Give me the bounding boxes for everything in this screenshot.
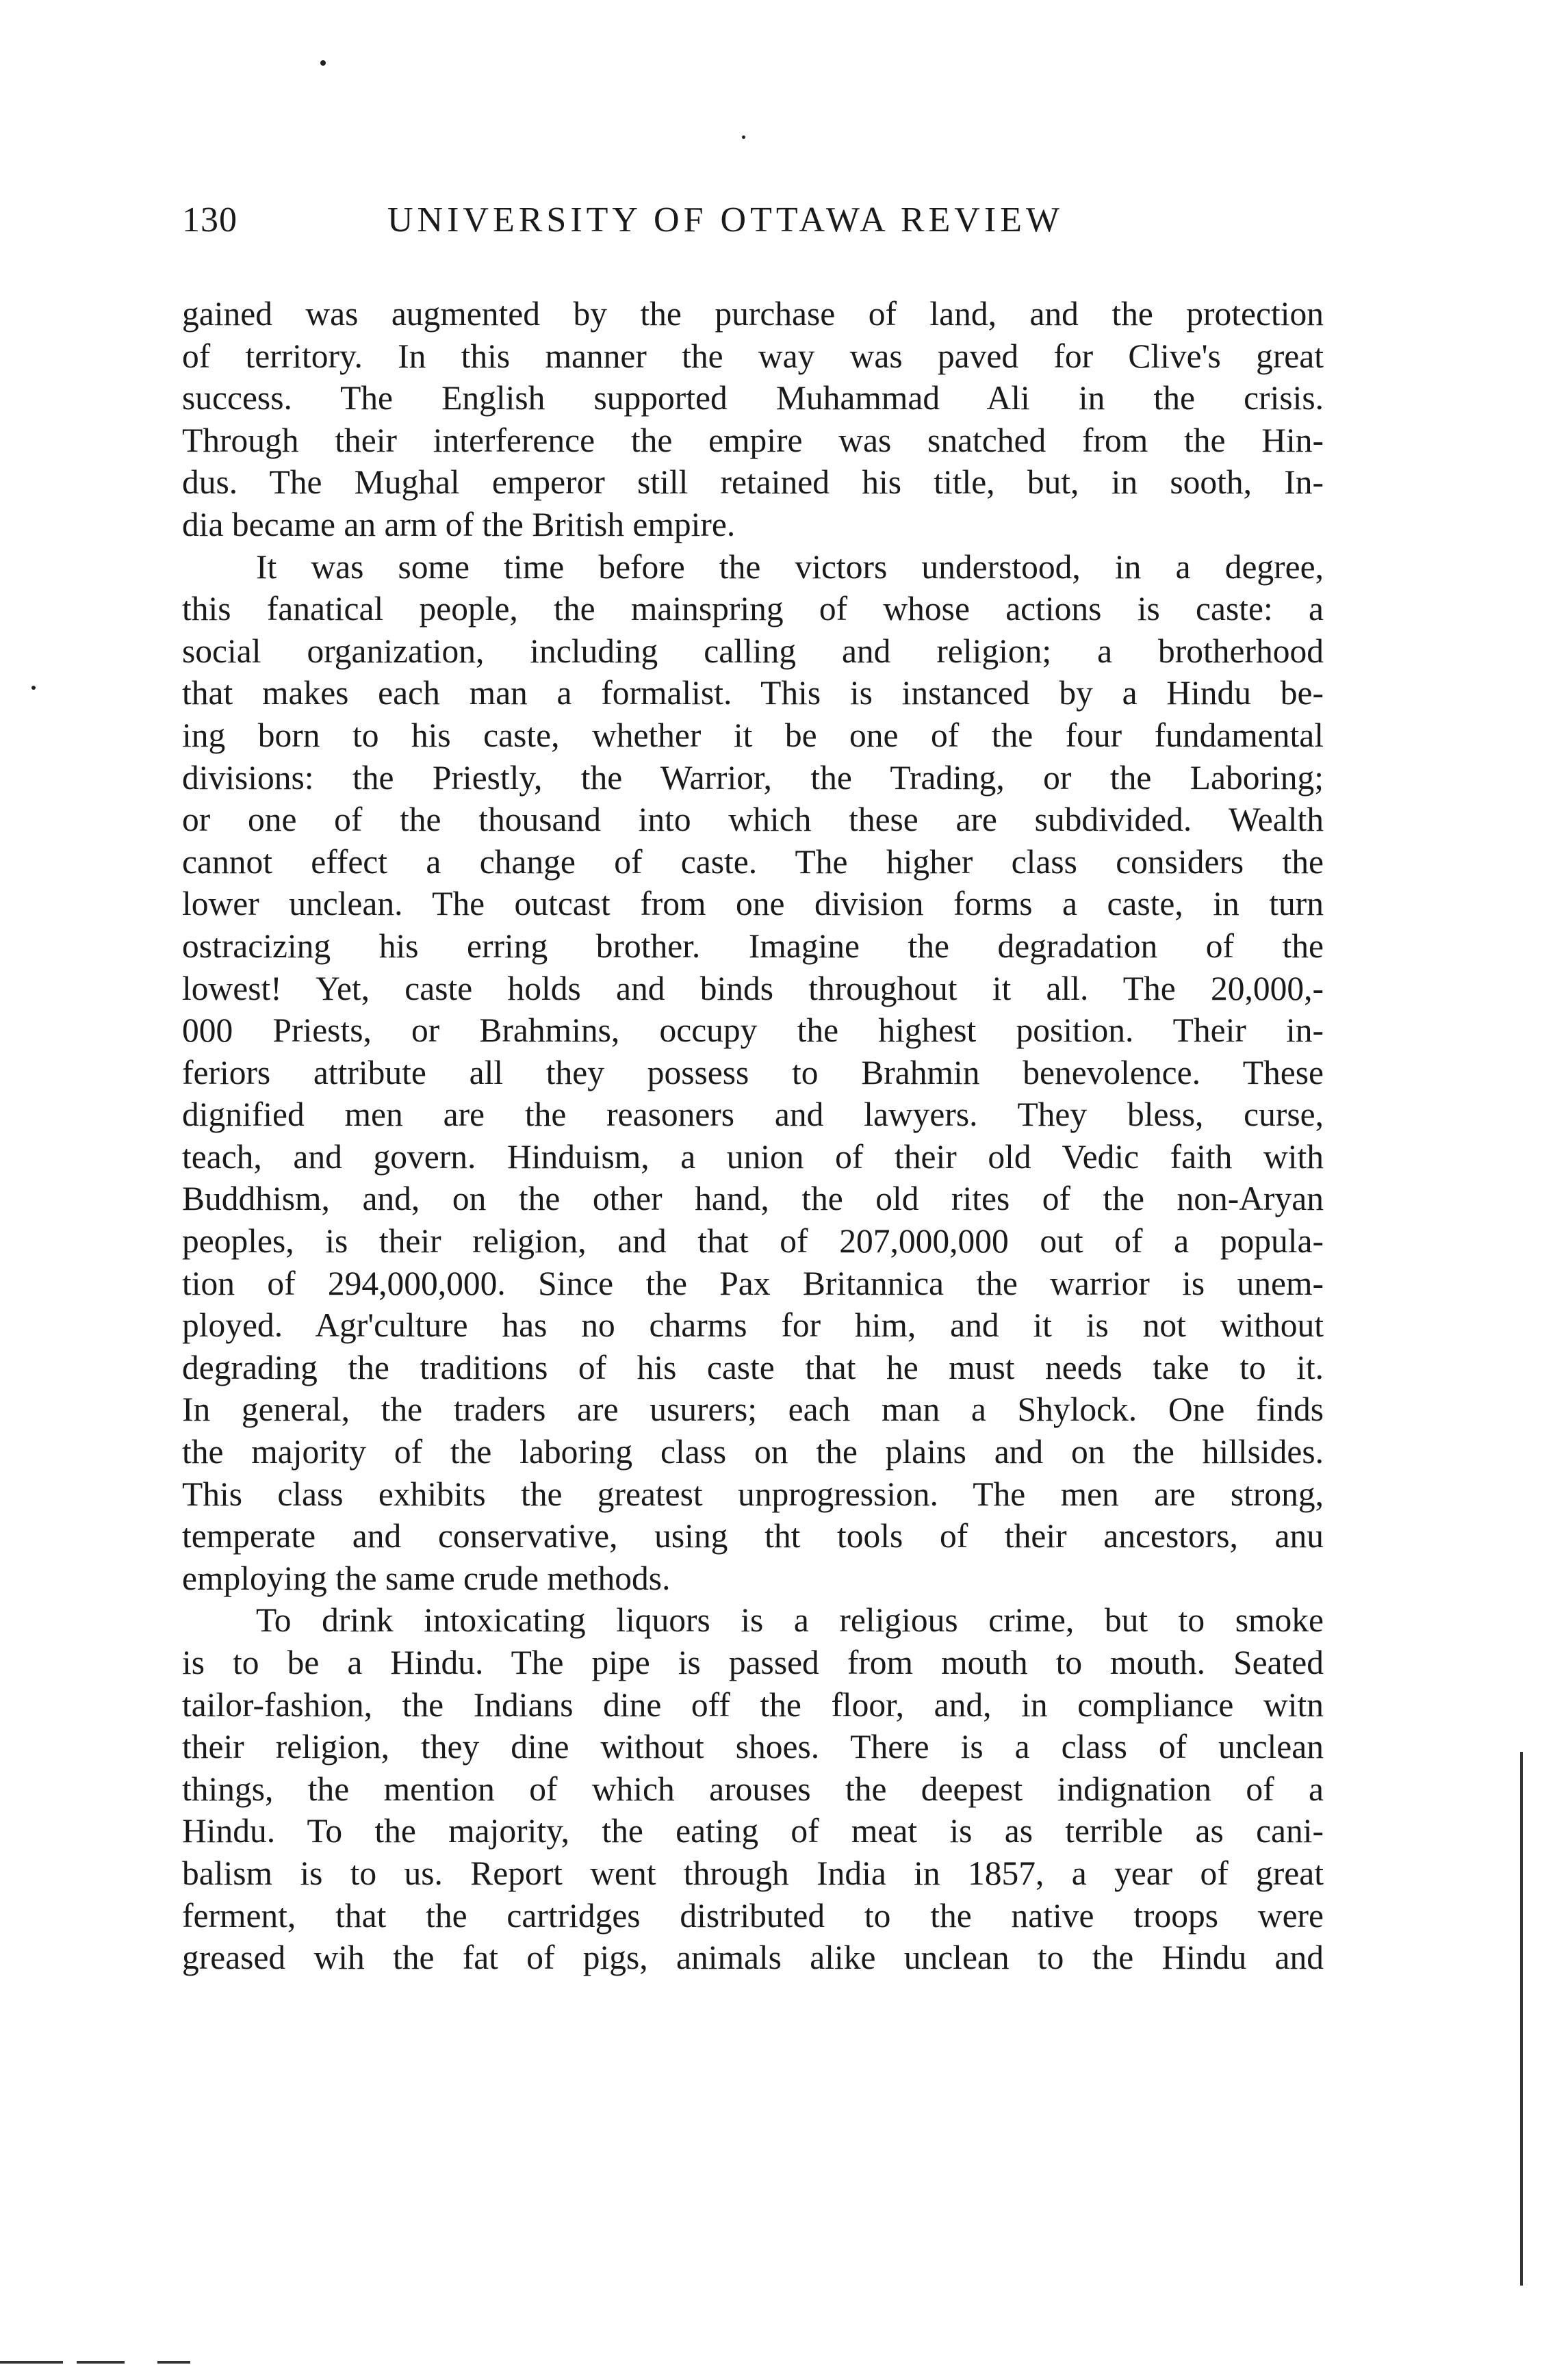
page-number: 130 — [182, 201, 237, 240]
text-line: ostracizing his erring brother. Imagine the degradation of the — [182, 927, 1324, 965]
text-line: In general, the traders are usurers; each man a Shylock. One finds — [182, 1391, 1324, 1429]
text-line: It was some time before the victors understood, in a degree, — [256, 547, 1324, 586]
scan-edge-mark — [1520, 1752, 1523, 2286]
text-line: Buddhism, and, on the other hand, the old rites of the non-Aryan — [182, 1180, 1324, 1218]
text-line: ployed. Agr'culture has no charms for him, and it is not without — [182, 1306, 1324, 1345]
text-line: temperate and conservative, using tht tools of their ancestors, anu — [182, 1517, 1324, 1555]
text-line: or one of the thousand into which these are subdivided. Wealth — [182, 801, 1324, 839]
text-line: their religion, they dine without shoes. There is a class of unclean — [182, 1728, 1324, 1766]
journal-title: UNIVERSITY OF OTTAWA REVIEW — [387, 201, 1064, 240]
text-line: cannot effect a change of caste. The higher class considers the — [182, 842, 1324, 881]
text-line: that makes each man a formalist. This is instanced by a Hindu be- — [182, 674, 1324, 712]
text-line: This class exhibits the greatest unprogression. The men are strong, — [182, 1475, 1324, 1513]
text-line: lower unclean. The outcast from one division forms a caste, in turn — [182, 885, 1324, 923]
text-line: teach, and govern. Hinduism, a union of their old Vedic faith with — [182, 1137, 1324, 1176]
text-line: the majority of the laboring class on the plains and on the hillsides. — [182, 1433, 1324, 1471]
text-line: tion of 294,000,000. Since the Pax Britannica the warrior is unem- — [182, 1264, 1324, 1302]
scan-bottom-mark — [157, 2361, 190, 2364]
text-line: divisions: the Priestly, the Warrior, the Trading, or the Laboring; — [182, 758, 1324, 797]
text-line: peoples, is their religion, and that of 207,000,000 out of a popula- — [182, 1222, 1324, 1260]
text-line: this fanatical people, the mainspring of whose actions is caste: a — [182, 590, 1324, 628]
print-speck — [31, 686, 36, 690]
text-line: lowest! Yet, caste holds and binds throughout it all. The 20,000,- — [182, 969, 1324, 1007]
text-line: employing the same crude methods. — [182, 1559, 671, 1597]
text-line: is to be a Hindu. The pipe is passed from mouth to mouth. Seated — [182, 1644, 1324, 1681]
text-line: dia became an arm of the British empire. — [182, 505, 736, 543]
text-line: gained was augmented by the purchase of land, and the protection — [182, 295, 1324, 333]
text-line: social organization, including calling and religion; a brotherhood — [182, 632, 1324, 670]
text-line: balism is to us. Report went through India in 1857, a year of great — [182, 1854, 1324, 1892]
text-line: To drink intoxicating liquors is a religious crime, but to smoke — [256, 1601, 1324, 1640]
text-line: 000 Priests, or Brahmins, occupy the highest position. Their in- — [182, 1011, 1324, 1050]
print-speck — [742, 135, 745, 139]
text-line: tailor-fashion, the Indians dine off the floor, and, in compliance witn — [182, 1685, 1324, 1724]
print-speck — [320, 60, 326, 66]
body-text — [182, 293, 1324, 1979]
text-line: success. The English supported Muhammad Ali in the crisis. — [182, 379, 1324, 417]
text-line: Hindu. To the majority, the eating of meat is as terrible as cani- — [182, 1812, 1324, 1850]
text-line: feriors attribute all they possess to Brahmin benevolence. These — [182, 1053, 1324, 1091]
text-line: dus. The Mughal emperor still retained his title, but, in sooth, In- — [182, 463, 1324, 502]
scan-bottom-mark — [77, 2361, 125, 2364]
text-line: of territory. In this manner the way was paved for Clive's great — [182, 337, 1324, 375]
text-line: Through their interference the empire was snatched from the Hin- — [182, 421, 1324, 459]
text-line: things, the mention of which arouses the deepest indignation of a — [182, 1770, 1324, 1808]
scan-bottom-mark — [0, 2361, 63, 2364]
text-line: ferment, that the cartridges distributed to the native troops were — [182, 1896, 1324, 1935]
text-line: dignified men are the reasoners and lawyers. They bless, curse, — [182, 1096, 1324, 1134]
text-line: greased wih the fat of pigs, animals alike unclean to the Hindu and — [182, 1939, 1324, 1977]
text-line: degrading the traditions of his caste that he must needs take to it. — [182, 1348, 1324, 1386]
text-line: ing born to his caste, whether it be one of the four fundamental — [182, 716, 1324, 754]
running-head — [182, 200, 1346, 255]
